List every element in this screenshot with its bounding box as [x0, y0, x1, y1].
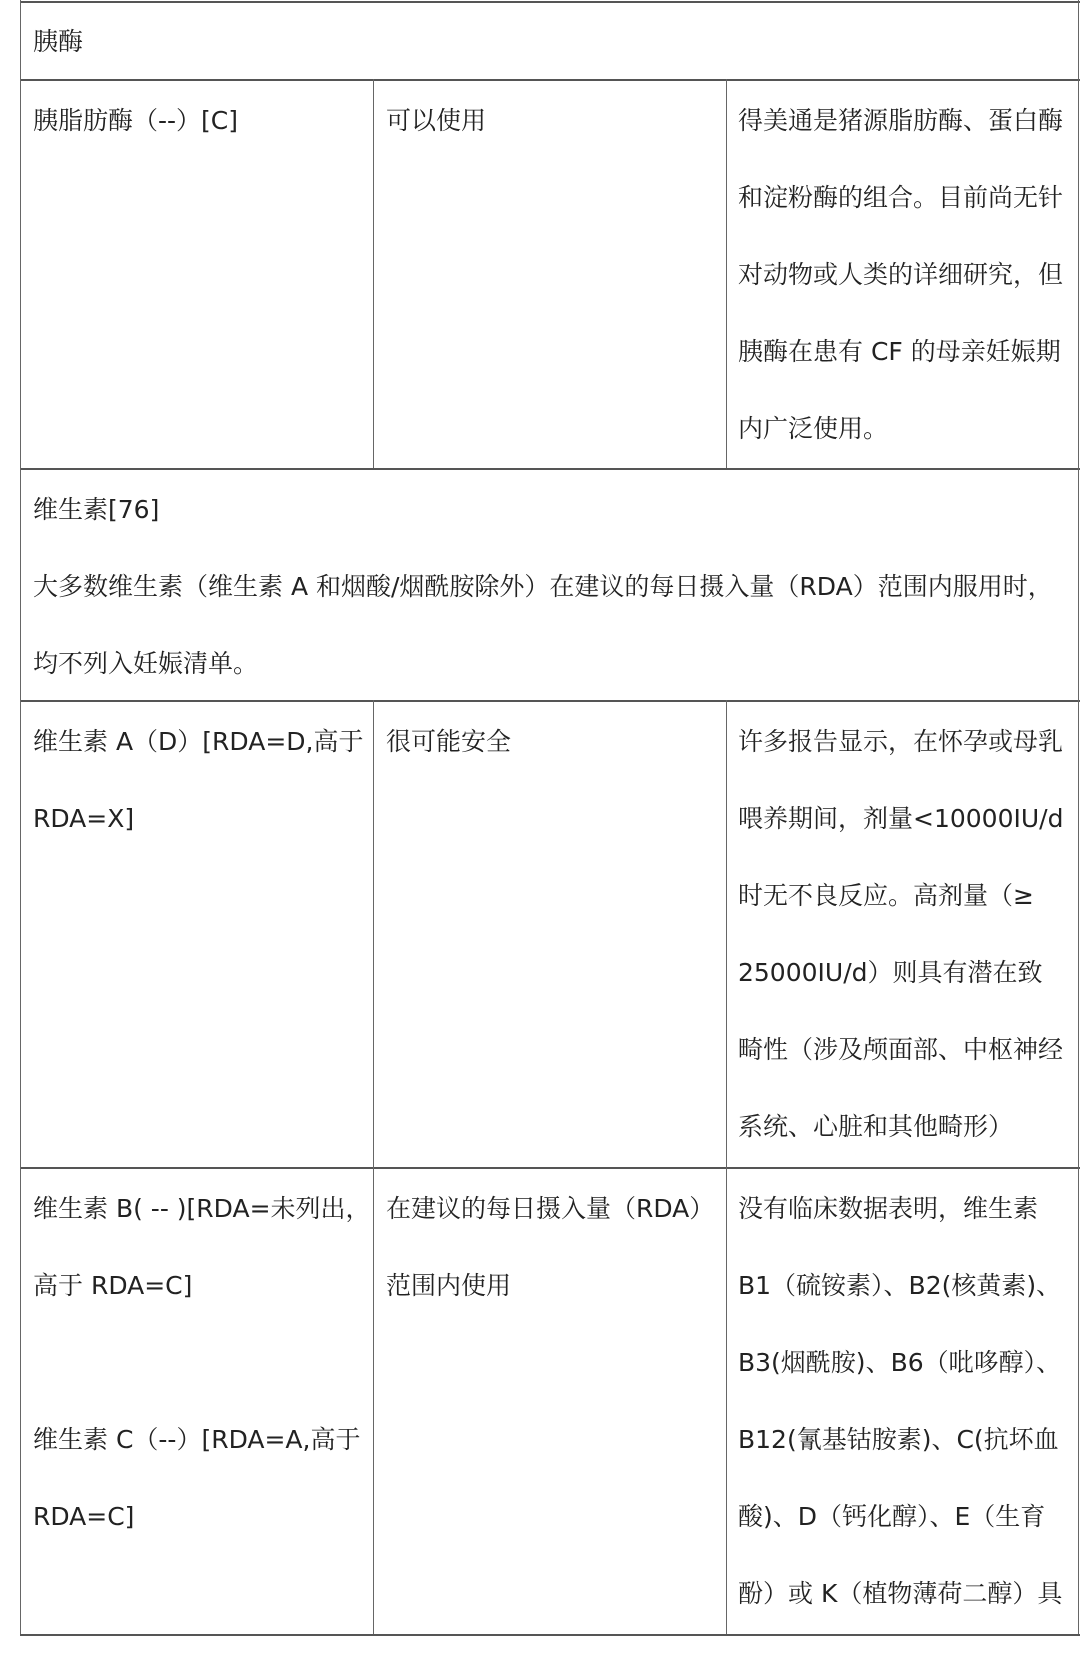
column-divider	[373, 79, 374, 468]
row-divider	[20, 1, 1080, 3]
section-header-cell	[33, 3, 83, 80]
cell-text-line: 很可能安全	[386, 727, 512, 756]
cell-text-line: 酚）或 K（植物薄荷二醇）具	[738, 1579, 1063, 1608]
section-header-cell	[33, 471, 1053, 702]
cell-text-line: 维生素 C（--）[RDA=A,高于	[33, 1425, 361, 1454]
cell-text-line: 维生素 A（D）[RDA=D,高于	[33, 727, 364, 756]
cell-text-line: 酸)、D（钙化醇）、E（生育	[738, 1502, 1046, 1531]
cell-text-line: 维生素[76]	[33, 495, 160, 524]
row-divider	[20, 1634, 1080, 1636]
cell-text-line: 时无不良反应。高剂量（≥	[738, 881, 1034, 910]
cell-text-line: 得美通是猪源脂肪酶、蛋白酶	[738, 106, 1064, 135]
table-cell	[386, 1170, 714, 1324]
cell-text-line: RDA=C]	[33, 1502, 135, 1531]
cell-text-line: 大多数维生素（维生素 A 和烟酸/烟酰胺除外）在建议的每日摄入量（RDA）范围内服用时，	[33, 572, 1053, 601]
cell-text-line: 高于 RDA=C]	[33, 1271, 193, 1300]
cell-text-line: 胰酶	[33, 27, 84, 56]
table-cell	[386, 82, 486, 159]
table-border-left	[20, 0, 21, 1634]
row-divider	[20, 468, 1080, 470]
table-cell	[738, 703, 1063, 1165]
column-divider	[726, 700, 727, 1167]
table-cell	[386, 703, 511, 780]
cell-text-line: 25000IU/d）则具有潜在致	[738, 958, 1043, 987]
table-cell	[33, 1170, 371, 1555]
row-divider	[20, 79, 1080, 81]
cell-text-line: B1（硫铵素）、B2(核黄素)、	[738, 1271, 1062, 1300]
table-cell	[33, 703, 363, 857]
table-cell	[738, 82, 1063, 467]
cell-text-line: B3(烟酰胺)、B6（吡哆醇）、	[738, 1348, 1062, 1377]
cell-text-line: 和淀粉酶的组合。目前尚无针	[738, 183, 1064, 212]
cell-text-line: RDA=X]	[33, 804, 135, 833]
cell-text-line: 没有临床数据表明，维生素	[738, 1194, 1039, 1223]
cell-text-line: 范围内使用	[386, 1271, 512, 1300]
cell-text-line: 许多报告显示，在怀孕或母乳	[738, 727, 1064, 756]
cell-text-line	[33, 1324, 371, 1401]
cell-text-line: 喂养期间，剂量<10000IU/d	[738, 804, 1064, 833]
cell-text-line: 对动物或人类的详细研究，但	[738, 260, 1064, 289]
row-divider	[20, 1167, 1080, 1169]
column-divider	[726, 79, 727, 468]
cell-text-line: 维生素 B( -- )[RDA=未列出，	[33, 1194, 371, 1223]
cell-text-line: 胰脂肪酶（--）[C]	[33, 106, 239, 135]
column-divider	[373, 1167, 374, 1634]
cell-text-line: 胰酶在患有 CF 的母亲妊娠期	[738, 337, 1061, 366]
table-cell	[738, 1170, 1062, 1632]
cell-text-line: 系统、心脏和其他畸形）	[738, 1112, 1014, 1141]
table-border-right	[1078, 0, 1079, 1634]
cell-text-line: 畸性（涉及颅面部、中枢神经	[738, 1035, 1064, 1064]
cell-text-line: 在建议的每日摄入量（RDA）	[386, 1194, 715, 1223]
cell-text-line: 均不列入妊娠清单。	[33, 649, 259, 678]
column-divider	[373, 700, 374, 1167]
cell-text-line: 可以使用	[386, 106, 487, 135]
column-divider	[726, 1167, 727, 1634]
cell-text-line: 内广泛使用。	[738, 414, 889, 443]
cell-text-line: B12(氰基钴胺素)、C(抗坏血	[738, 1425, 1059, 1454]
table-cell	[33, 82, 238, 159]
